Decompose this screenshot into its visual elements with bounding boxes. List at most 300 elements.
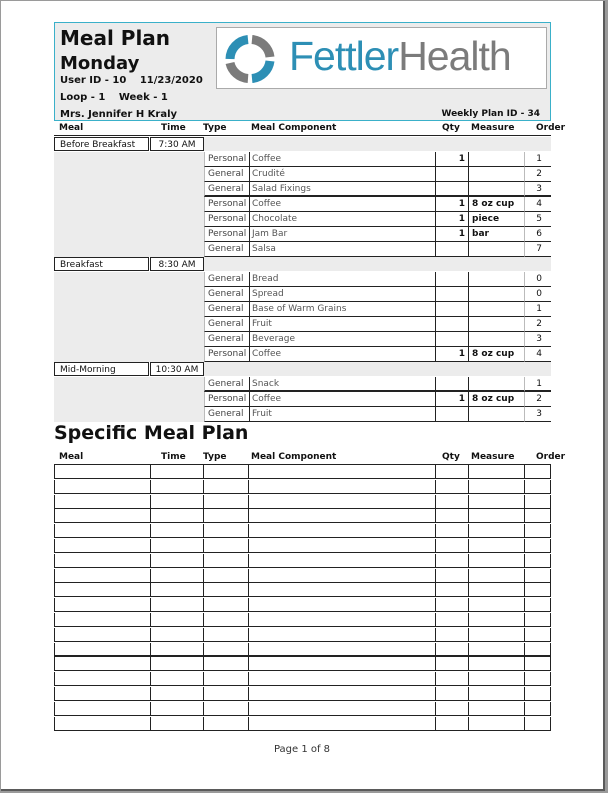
component-cell: Salsa [249, 242, 435, 257]
column-divider [203, 613, 204, 626]
measure-cell: 8 oz cup [468, 197, 524, 212]
measure-cell: bar [468, 227, 524, 242]
column-divider [435, 569, 436, 582]
column-divider [248, 554, 249, 567]
table-row [54, 272, 551, 287]
measure-cell [468, 152, 524, 167]
column-divider [248, 524, 249, 537]
empty-meal-cell [54, 407, 204, 422]
column-divider [435, 524, 436, 537]
qty-cell: 1 [435, 347, 468, 362]
col-meal-component-header: Meal Component [251, 123, 337, 133]
ring-logo-icon [222, 34, 278, 84]
column-divider [524, 613, 525, 626]
order-cell: 0 [524, 287, 551, 302]
column-divider [203, 524, 204, 537]
column-divider [435, 628, 436, 641]
qty-cell: 1 [435, 197, 468, 212]
blank-table-row [54, 598, 551, 612]
column-divider [524, 657, 525, 670]
col-meal-header: Meal [59, 452, 84, 462]
column-divider [550, 657, 551, 670]
type-cell: General [204, 272, 249, 287]
order-cell: 1 [524, 152, 551, 167]
column-divider [54, 598, 55, 611]
column-divider [435, 598, 436, 611]
column-divider [54, 657, 55, 670]
qty-cell [435, 182, 468, 197]
qty-cell [435, 407, 468, 422]
meal-section-row [54, 137, 551, 152]
column-divider [524, 480, 525, 493]
order-cell: 2 [524, 317, 551, 332]
column-divider [203, 554, 204, 567]
column-divider [248, 687, 249, 700]
column-divider [468, 702, 469, 715]
blank-table-row [54, 643, 551, 657]
blank-table-row [54, 524, 551, 538]
empty-meal-cell [54, 317, 204, 332]
type-cell: General [204, 317, 249, 332]
column-divider [248, 539, 249, 552]
column-divider [468, 672, 469, 685]
type-cell: Personal [204, 227, 249, 242]
column-divider [550, 687, 551, 700]
blank-table-row [54, 465, 551, 479]
logo-wordmark: FettlerHealth [289, 33, 511, 79]
column-divider [550, 495, 551, 508]
column-divider [550, 628, 551, 641]
column-divider [248, 583, 249, 596]
table-row [54, 197, 551, 212]
measure-cell [468, 377, 524, 392]
order-cell: 2 [524, 167, 551, 182]
column-divider [468, 480, 469, 493]
blank-table-row [54, 613, 551, 627]
meal-time: 7:30 AM [150, 137, 204, 151]
empty-meal-cell [54, 347, 204, 362]
col-time-header: Time [161, 452, 186, 462]
component-cell: Chocolate [249, 212, 435, 227]
column-divider [150, 598, 151, 611]
column-divider [468, 687, 469, 700]
column-divider [550, 480, 551, 493]
empty-meal-cell [54, 272, 204, 287]
column-divider [248, 643, 249, 655]
column-divider [524, 539, 525, 552]
measure-cell [468, 272, 524, 287]
empty-meal-cell [54, 182, 204, 197]
column-divider [54, 465, 55, 478]
empty-meal-cell [54, 197, 204, 212]
col-order-header: Order [536, 452, 566, 462]
col-meal-component-header: Meal Component [251, 452, 337, 462]
column-divider [150, 657, 151, 670]
meal-time: 8:30 AM [150, 257, 204, 271]
column-divider [435, 643, 436, 655]
blank-table-row [54, 657, 551, 671]
column-divider [150, 480, 151, 493]
user-id: User ID - 10 [60, 75, 127, 86]
blank-table-row [54, 672, 551, 686]
blank-table-row [54, 480, 551, 494]
table-row [54, 407, 551, 422]
order-cell: 6 [524, 227, 551, 242]
column-divider [150, 524, 151, 537]
column-divider [550, 613, 551, 626]
table-row [54, 347, 551, 362]
component-cell: Jam Bar [249, 227, 435, 242]
column-divider [524, 554, 525, 567]
table-row [54, 287, 551, 302]
page-title: Meal Plan [60, 26, 171, 50]
type-cell: General [204, 302, 249, 317]
column-divider [468, 717, 469, 730]
column-divider [550, 554, 551, 567]
column-divider [248, 569, 249, 582]
qty-cell: 1 [435, 227, 468, 242]
blank-table-row [54, 583, 551, 597]
order-cell: 5 [524, 212, 551, 227]
day-title: Monday [60, 53, 140, 74]
column-divider [54, 480, 55, 493]
component-cell: Fruit [249, 407, 435, 422]
column-divider [150, 583, 151, 596]
empty-meal-cell [54, 287, 204, 302]
column-divider [203, 509, 204, 522]
document-page [1, 1, 605, 791]
type-cell: Personal [204, 347, 249, 362]
type-cell: General [204, 377, 249, 392]
column-divider [524, 583, 525, 596]
qty-cell [435, 377, 468, 392]
column-divider [435, 583, 436, 596]
column-divider [468, 524, 469, 537]
column-divider [54, 554, 55, 567]
column-divider [54, 613, 55, 626]
component-cell: Coffee [249, 152, 435, 167]
client-name: Mrs. Jennifer H Kraly [60, 109, 178, 120]
type-cell: General [204, 182, 249, 197]
column-divider [150, 569, 151, 582]
blank-table-row [54, 509, 551, 523]
order-cell: 7 [524, 242, 551, 257]
measure-cell [468, 287, 524, 302]
component-cell: Base of Warm Grains [249, 302, 435, 317]
type-cell: Personal [204, 197, 249, 212]
column-divider [54, 717, 55, 730]
type-cell: General [204, 407, 249, 422]
user-info [60, 75, 213, 86]
column-divider [550, 509, 551, 522]
column-divider [524, 598, 525, 611]
qty-cell [435, 242, 468, 257]
table-row [54, 242, 551, 257]
column-divider [468, 613, 469, 626]
column-divider [550, 717, 551, 730]
column-divider [150, 465, 151, 478]
measure-cell: 8 oz cup [468, 392, 524, 407]
column-divider [203, 598, 204, 611]
column-divider [150, 702, 151, 715]
component-cell: Beverage [249, 332, 435, 347]
column-divider [203, 643, 204, 655]
column-divider [550, 524, 551, 537]
blank-table-row [54, 569, 551, 583]
column-divider [435, 672, 436, 685]
type-cell: General [204, 287, 249, 302]
column-divider [150, 495, 151, 508]
column-divider [248, 598, 249, 611]
table-row [54, 152, 551, 167]
column-divider [248, 480, 249, 493]
empty-meal-cell [54, 377, 204, 392]
column-divider [524, 495, 525, 508]
table-row [54, 377, 551, 392]
component-cell: Crudité [249, 167, 435, 182]
type-cell: General [204, 167, 249, 182]
qty-cell [435, 332, 468, 347]
measure-cell: piece [468, 212, 524, 227]
meal-section-row [54, 257, 551, 272]
component-cell: Bread [249, 272, 435, 287]
blank-table-row [54, 554, 551, 568]
column-divider [524, 524, 525, 537]
table-row [54, 392, 551, 407]
blank-table-row [54, 539, 551, 553]
component-cell: Coffee [249, 392, 435, 407]
measure-cell [468, 332, 524, 347]
column-divider [248, 509, 249, 522]
column-divider [150, 509, 151, 522]
col-time-header: Time [161, 123, 186, 133]
col-type-header: Type [203, 452, 227, 462]
column-divider [550, 643, 551, 655]
column-divider [248, 613, 249, 626]
column-divider [54, 687, 55, 700]
column-divider [468, 495, 469, 508]
column-divider [468, 598, 469, 611]
column-divider [248, 495, 249, 508]
column-divider [203, 480, 204, 493]
column-divider [203, 495, 204, 508]
blank-table-row [54, 687, 551, 701]
loop-number: Loop - 1 [60, 92, 106, 103]
table-row [54, 227, 551, 242]
empty-meal-cell [54, 212, 204, 227]
column-divider [468, 509, 469, 522]
column-divider [524, 672, 525, 685]
column-divider [54, 672, 55, 685]
column-divider [150, 628, 151, 641]
column-divider [468, 539, 469, 552]
column-divider [54, 495, 55, 508]
column-divider [524, 569, 525, 582]
type-cell: Personal [204, 392, 249, 407]
component-cell: Fruit [249, 317, 435, 332]
col-measure-header: Measure [471, 123, 515, 133]
order-cell: 4 [524, 347, 551, 362]
column-divider [435, 613, 436, 626]
qty-cell [435, 272, 468, 287]
column-divider [54, 628, 55, 641]
table-row [54, 302, 551, 317]
order-cell: 3 [524, 332, 551, 347]
empty-meal-cell [54, 152, 204, 167]
column-divider [203, 687, 204, 700]
component-cell: Coffee [249, 347, 435, 362]
column-divider [150, 613, 151, 626]
qty-cell [435, 302, 468, 317]
meal-name: Mid-Morning [54, 362, 149, 376]
column-divider [248, 657, 249, 670]
column-divider [435, 480, 436, 493]
plan-date: 11/23/2020 [139, 75, 203, 86]
column-divider [524, 702, 525, 715]
column-divider [550, 598, 551, 611]
column-divider [435, 509, 436, 522]
column-divider [54, 539, 55, 552]
order-cell: 4 [524, 197, 551, 212]
qty-cell [435, 287, 468, 302]
component-cell: Spread [249, 287, 435, 302]
column-divider [550, 583, 551, 596]
column-divider [150, 687, 151, 700]
column-divider [468, 583, 469, 596]
specific-table-header [54, 451, 566, 465]
col-measure-header: Measure [471, 452, 515, 462]
column-divider [203, 672, 204, 685]
column-divider [435, 702, 436, 715]
blank-table-row [54, 628, 551, 642]
column-divider [54, 509, 55, 522]
column-divider [203, 569, 204, 582]
column-divider [435, 495, 436, 508]
blank-table-row [54, 702, 551, 716]
column-divider [435, 657, 436, 670]
column-divider [248, 717, 249, 730]
measure-cell [468, 317, 524, 332]
empty-meal-cell [54, 227, 204, 242]
column-divider [524, 509, 525, 522]
table-row [54, 182, 551, 197]
qty-cell: 1 [435, 212, 468, 227]
component-cell: Salad Fixings [249, 182, 435, 197]
column-divider [203, 465, 204, 478]
order-cell: 3 [524, 407, 551, 422]
column-divider [54, 643, 55, 655]
loop-info [60, 92, 178, 103]
column-divider [150, 539, 151, 552]
component-cell: Snack [249, 377, 435, 392]
meal-plan-header [54, 22, 551, 121]
column-divider [524, 717, 525, 730]
order-cell: 0 [524, 272, 551, 287]
column-divider [435, 717, 436, 730]
column-divider [54, 583, 55, 596]
column-divider [435, 465, 436, 478]
weekly-plan-id: Weekly Plan ID - 34 [441, 109, 540, 119]
specific-meal-plan-title: Specific Meal Plan [54, 422, 249, 444]
column-divider [435, 539, 436, 552]
column-divider [435, 687, 436, 700]
section-fill [204, 257, 551, 271]
col-qty-header: Qty [442, 452, 460, 462]
column-divider [550, 465, 551, 478]
empty-meal-cell [54, 302, 204, 317]
meal-time: 10:30 AM [150, 362, 204, 376]
column-divider [550, 569, 551, 582]
type-cell: Personal [204, 212, 249, 227]
column-divider [203, 717, 204, 730]
section-fill [204, 137, 551, 151]
column-divider [468, 657, 469, 670]
column-divider [150, 643, 151, 655]
column-divider [248, 702, 249, 715]
meal-name: Breakfast [54, 257, 149, 271]
column-divider [468, 465, 469, 478]
col-qty-header: Qty [442, 123, 460, 133]
measure-cell [468, 302, 524, 317]
order-cell: 1 [524, 302, 551, 317]
column-divider [54, 702, 55, 715]
column-divider [468, 628, 469, 641]
component-cell: Coffee [249, 197, 435, 212]
blank-table-row [54, 495, 551, 509]
order-cell: 2 [524, 392, 551, 407]
type-cell: General [204, 332, 249, 347]
blank-table-row [54, 717, 551, 731]
column-divider [203, 539, 204, 552]
qty-cell [435, 167, 468, 182]
order-cell: 3 [524, 182, 551, 197]
column-divider [550, 539, 551, 552]
column-divider [54, 524, 55, 537]
column-divider [524, 643, 525, 655]
table-row [54, 212, 551, 227]
col-meal-header: Meal [59, 123, 84, 133]
column-divider [468, 643, 469, 655]
column-divider [150, 672, 151, 685]
measure-cell [468, 407, 524, 422]
page-number: Page 1 of 8 [273, 744, 331, 755]
column-divider [468, 569, 469, 582]
column-divider [203, 657, 204, 670]
order-cell: 1 [524, 377, 551, 392]
meal-name: Before Breakfast [54, 137, 149, 151]
column-divider [524, 465, 525, 478]
section-fill [204, 362, 551, 376]
type-cell: Personal [204, 152, 249, 167]
measure-cell [468, 242, 524, 257]
column-divider [435, 554, 436, 567]
measure-cell [468, 182, 524, 197]
qty-cell [435, 317, 468, 332]
table-row [54, 167, 551, 182]
column-divider [468, 554, 469, 567]
column-divider [54, 569, 55, 582]
meal-section-row [54, 362, 551, 377]
empty-meal-cell [54, 167, 204, 182]
column-divider [248, 672, 249, 685]
col-order-header: Order [536, 123, 566, 133]
fettler-health-logo [216, 27, 547, 89]
column-divider [150, 717, 151, 730]
column-divider [150, 554, 151, 567]
empty-meal-cell [54, 332, 204, 347]
column-divider [203, 583, 204, 596]
empty-meal-cell [54, 392, 204, 407]
